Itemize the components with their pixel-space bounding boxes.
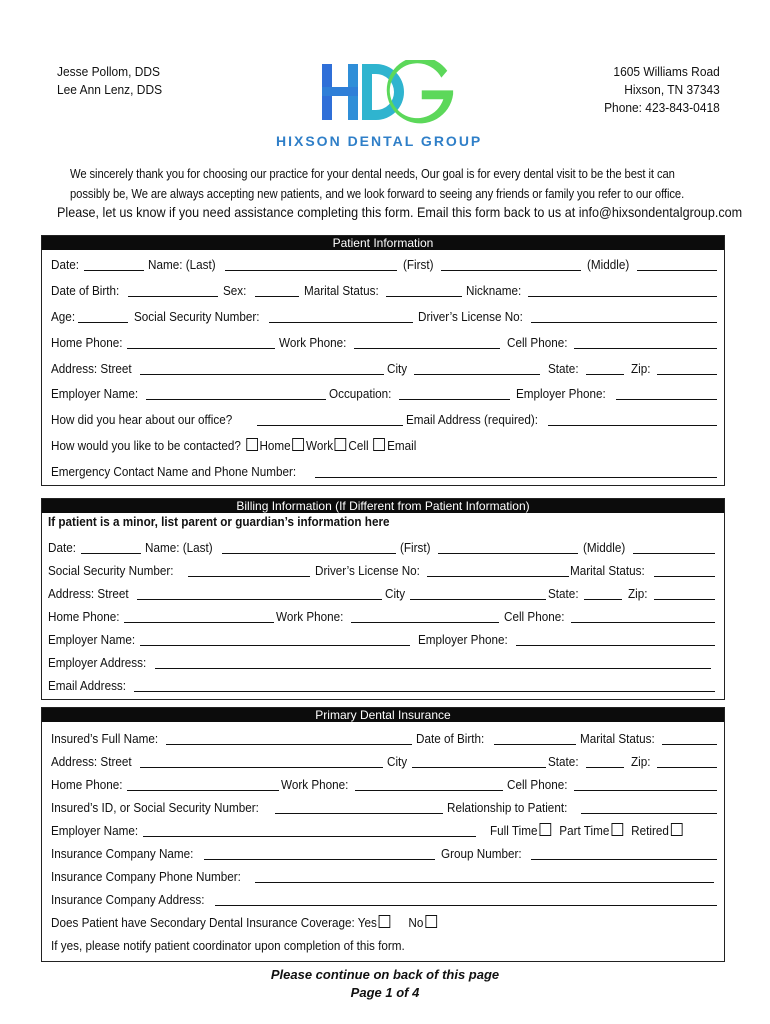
logo-name: HIXSON DENTAL GROUP <box>276 133 483 149</box>
marital-label: Marital Status: <box>304 283 379 298</box>
patient-age-row <box>42 306 724 326</box>
work-phone-label: Work Phone: <box>281 777 349 792</box>
employer-field[interactable] <box>146 399 326 400</box>
email-field[interactable] <box>134 691 715 692</box>
middle-name-label: (Middle) <box>583 540 626 555</box>
hdg-logo-icon <box>318 60 458 126</box>
cell-phone-label: Cell Phone: <box>507 335 568 350</box>
first-name-field[interactable] <box>441 270 581 271</box>
insured-address-row <box>42 751 724 771</box>
continue-note: Please continue on back of this page <box>270 967 500 982</box>
full-time-checkbox[interactable] <box>539 823 551 836</box>
secondary-note-row <box>42 935 724 955</box>
patient-name-row <box>42 254 724 274</box>
insured-id-label: Insured’s ID, or Social Security Number: <box>51 800 259 815</box>
insured-id-field[interactable] <box>275 813 443 814</box>
company-address-label: Insurance Company Address: <box>51 892 205 907</box>
page-number: Page 1 of 4 <box>350 985 420 1000</box>
insurance-company-row <box>42 843 724 863</box>
insured-id-row <box>42 797 724 817</box>
home-phone-label: Home Phone: <box>51 335 123 350</box>
secondary-label: Does Patient have Secondary Dental Insurance Coverage: Yes <box>51 915 377 930</box>
patient-phone-row <box>42 332 724 352</box>
emergency-label: Emergency Contact Name and Phone Number: <box>51 464 297 479</box>
insured-name-field[interactable] <box>166 744 412 745</box>
state-field[interactable] <box>586 374 624 375</box>
insurance-company-phone-row <box>42 866 724 886</box>
zip-label: Zip: <box>631 754 651 769</box>
work-phone-field[interactable] <box>355 790 503 791</box>
practice-address <box>604 63 720 117</box>
doctor-name: Lee Ann Lenz, DDS <box>57 82 163 97</box>
street-label: Address: Street <box>48 586 129 601</box>
cell-option: Cell <box>348 438 369 453</box>
minor-instruction: If patient is a minor, list parent or guardian’s information here <box>48 514 390 529</box>
drivers-license-label: Driver’s License No: <box>418 309 523 324</box>
date-label: Date: <box>51 257 79 272</box>
home-option: Home <box>259 438 291 453</box>
age-field[interactable] <box>78 322 128 323</box>
patient-dob-row <box>42 280 724 300</box>
date-field[interactable] <box>81 553 141 554</box>
billing-employer-address-row <box>42 652 724 672</box>
sex-label: Sex: <box>223 283 247 298</box>
no-option: No <box>408 915 424 930</box>
no-checkbox[interactable] <box>425 915 437 928</box>
part-time-checkbox[interactable] <box>611 823 623 836</box>
billing-phone-row <box>42 606 724 626</box>
company-address-field[interactable] <box>215 905 717 906</box>
group-number-label: Group Number: <box>441 846 522 861</box>
city-field[interactable] <box>414 374 540 375</box>
employer-field[interactable] <box>143 836 476 837</box>
ssn-label: Social Security Number: <box>48 563 174 578</box>
company-phone-field[interactable] <box>255 882 714 883</box>
employer-phone-field[interactable] <box>616 399 717 400</box>
last-name-field[interactable] <box>222 553 396 554</box>
emergency-field[interactable] <box>315 477 717 478</box>
relationship-field[interactable] <box>581 813 717 814</box>
state-field[interactable] <box>586 767 624 768</box>
section-title: Patient Information <box>42 236 724 250</box>
middle-name-field[interactable] <box>633 553 715 554</box>
patient-contact-row <box>42 435 724 455</box>
employer-label: Employer Name: <box>48 632 136 647</box>
company-phone-label: Insurance Company Phone Number: <box>51 869 241 884</box>
employer-phone-label: Employer Phone: <box>516 386 606 401</box>
last-name-field[interactable] <box>225 270 397 271</box>
assistance-note: Please, let us know if you need assistance completing this form. Email this form back to us at info@hixsondentalgroup.com <box>57 204 743 220</box>
employer-phone-label: Employer Phone: <box>418 632 508 647</box>
zip-field[interactable] <box>657 374 717 375</box>
work-phone-field[interactable] <box>351 622 499 623</box>
middle-name-label: (Middle) <box>587 257 630 272</box>
city-field[interactable] <box>410 599 546 600</box>
zip-label: Zip: <box>628 586 648 601</box>
city-field[interactable] <box>412 767 546 768</box>
insured-name-row <box>42 728 724 748</box>
billing-email-row <box>42 675 724 695</box>
employer-phone-field[interactable] <box>516 645 715 646</box>
insured-employer-row <box>42 820 724 840</box>
work-checkbox[interactable] <box>292 438 304 451</box>
email-label: Email Address (required): <box>406 412 539 427</box>
insured-phone-row <box>42 774 724 794</box>
yes-checkbox[interactable] <box>379 915 391 928</box>
employer-label: Employer Name: <box>51 386 139 401</box>
contact-preference <box>51 438 416 453</box>
work-option: Work <box>305 438 334 453</box>
dob-label: Date of Birth: <box>416 731 485 746</box>
company-name-field[interactable] <box>204 859 435 860</box>
marital-label: Marital Status: <box>580 731 655 746</box>
state-label: State: <box>548 586 579 601</box>
group-number-field[interactable] <box>531 859 717 860</box>
cell-checkbox[interactable] <box>335 438 347 451</box>
city-label: City <box>387 754 408 769</box>
home-phone-label: Home Phone: <box>48 609 120 624</box>
zip-label: Zip: <box>631 361 651 376</box>
referral-label: How did you hear about our office? <box>51 412 233 427</box>
street-field[interactable] <box>137 599 382 600</box>
billing-address-row <box>42 583 724 603</box>
patient-information-section <box>41 235 725 486</box>
referral-field[interactable] <box>257 425 403 426</box>
nickname-field[interactable] <box>528 296 717 297</box>
street-field[interactable] <box>140 767 383 768</box>
state-label: State: <box>548 361 579 376</box>
nickname-label: Nickname: <box>466 283 522 298</box>
billing-ssn-row <box>42 560 724 580</box>
primary-insurance-section <box>41 707 725 962</box>
state-field[interactable] <box>584 599 622 600</box>
cell-phone-label: Cell Phone: <box>507 777 568 792</box>
work-phone-field[interactable] <box>354 348 500 349</box>
section-title: Billing Information (If Different from Patient Information) <box>42 499 724 513</box>
age-label: Age: <box>51 309 76 324</box>
work-phone-label: Work Phone: <box>279 335 347 350</box>
last-name-label: Name: (Last) <box>145 540 213 555</box>
employer-field[interactable] <box>140 645 410 646</box>
work-phone-label: Work Phone: <box>276 609 344 624</box>
billing-name-row <box>42 537 724 557</box>
sex-field[interactable] <box>255 296 299 297</box>
dob-label: Date of Birth: <box>51 283 120 298</box>
street-label: Address: Street <box>51 754 132 769</box>
insurance-company-address-row <box>42 889 724 909</box>
email-checkbox[interactable] <box>374 438 386 451</box>
ssn-field[interactable] <box>188 576 310 577</box>
email-field[interactable] <box>548 425 717 426</box>
secondary-insurance-row <box>42 912 724 932</box>
marital-field[interactable] <box>386 296 462 297</box>
contact-label: How would you like to be contacted? <box>51 438 241 453</box>
employer-label: Employer Name: <box>51 823 139 838</box>
marital-label: Marital Status: <box>570 563 645 578</box>
doctor-names <box>57 63 162 99</box>
city-label: City <box>387 361 408 376</box>
marital-field[interactable] <box>654 576 715 577</box>
intro-line-2: possibly be, We are always accepting new patients, and we look forward to seeing any friends or family you refer to our office. <box>70 187 685 201</box>
drivers-license-field[interactable] <box>531 322 717 323</box>
date-label: Date: <box>48 540 76 555</box>
first-name-field[interactable] <box>438 553 578 554</box>
part-time-option: Part Time <box>559 823 610 838</box>
employment-status <box>490 823 684 838</box>
email-option: Email <box>387 438 417 453</box>
email-label: Email Address: <box>48 678 127 693</box>
ssn-field[interactable] <box>269 322 413 323</box>
secondary-note: If yes, please notify patient coordinator upon completion of this form. <box>51 938 405 953</box>
occupation-label: Occupation: <box>329 386 392 401</box>
phone-line: Phone: 423-843-0418 <box>604 100 720 115</box>
section-title: Primary Dental Insurance <box>42 708 724 722</box>
employer-address-field[interactable] <box>155 668 711 669</box>
secondary-insurance-question <box>51 915 439 930</box>
dob-field[interactable] <box>494 744 576 745</box>
cell-phone-field[interactable] <box>574 348 717 349</box>
employer-address-label: Employer Address: <box>48 655 147 670</box>
marital-field[interactable] <box>662 744 717 745</box>
intro-text <box>70 164 685 204</box>
zip-field[interactable] <box>657 767 717 768</box>
address-line: Hixson, TN 37343 <box>624 82 720 97</box>
street-field[interactable] <box>140 374 384 375</box>
first-name-label: (First) <box>400 540 431 555</box>
home-phone-field[interactable] <box>127 348 275 349</box>
state-label: State: <box>548 754 579 769</box>
patient-emergency-row <box>42 461 724 481</box>
zip-field[interactable] <box>654 599 715 600</box>
company-name-label: Insurance Company Name: <box>51 846 194 861</box>
billing-employer-row <box>42 629 724 649</box>
address-line: 1605 Williams Road <box>613 64 720 79</box>
ssn-label: Social Security Number: <box>134 309 260 324</box>
retired-checkbox[interactable] <box>671 823 683 836</box>
city-label: City <box>385 586 406 601</box>
patient-address-row <box>42 358 724 378</box>
logo <box>318 60 458 126</box>
patient-referral-row <box>42 409 724 429</box>
intro-line-1: We sincerely thank you for choosing our practice for your dental needs, Our goal is for every dental visit to be the best it can <box>70 167 675 181</box>
insured-name-label: Insured’s Full Name: <box>51 731 159 746</box>
retired-option: Retired <box>631 823 669 838</box>
middle-name-field[interactable] <box>637 270 717 271</box>
billing-information-section <box>41 498 725 700</box>
street-label: Address: Street <box>51 361 132 376</box>
home-phone-label: Home Phone: <box>51 777 123 792</box>
drivers-license-label: Driver’s License No: <box>315 563 420 578</box>
cell-phone-field[interactable] <box>571 622 715 623</box>
occupation-field[interactable] <box>399 399 510 400</box>
full-time-option: Full Time <box>490 823 538 838</box>
home-phone-field[interactable] <box>124 622 274 623</box>
relationship-label: Relationship to Patient: <box>447 800 568 815</box>
first-name-label: (First) <box>403 257 434 272</box>
last-name-label: Name: (Last) <box>148 257 216 272</box>
cell-phone-field[interactable] <box>574 790 717 791</box>
patient-employer-row <box>42 383 724 403</box>
home-phone-field[interactable] <box>127 790 279 791</box>
home-checkbox[interactable] <box>246 438 258 451</box>
dob-field[interactable] <box>128 296 218 297</box>
date-field[interactable] <box>84 270 144 271</box>
drivers-license-field[interactable] <box>427 576 569 577</box>
doctor-name: Jesse Pollom, DDS <box>57 64 161 79</box>
cell-phone-label: Cell Phone: <box>504 609 565 624</box>
